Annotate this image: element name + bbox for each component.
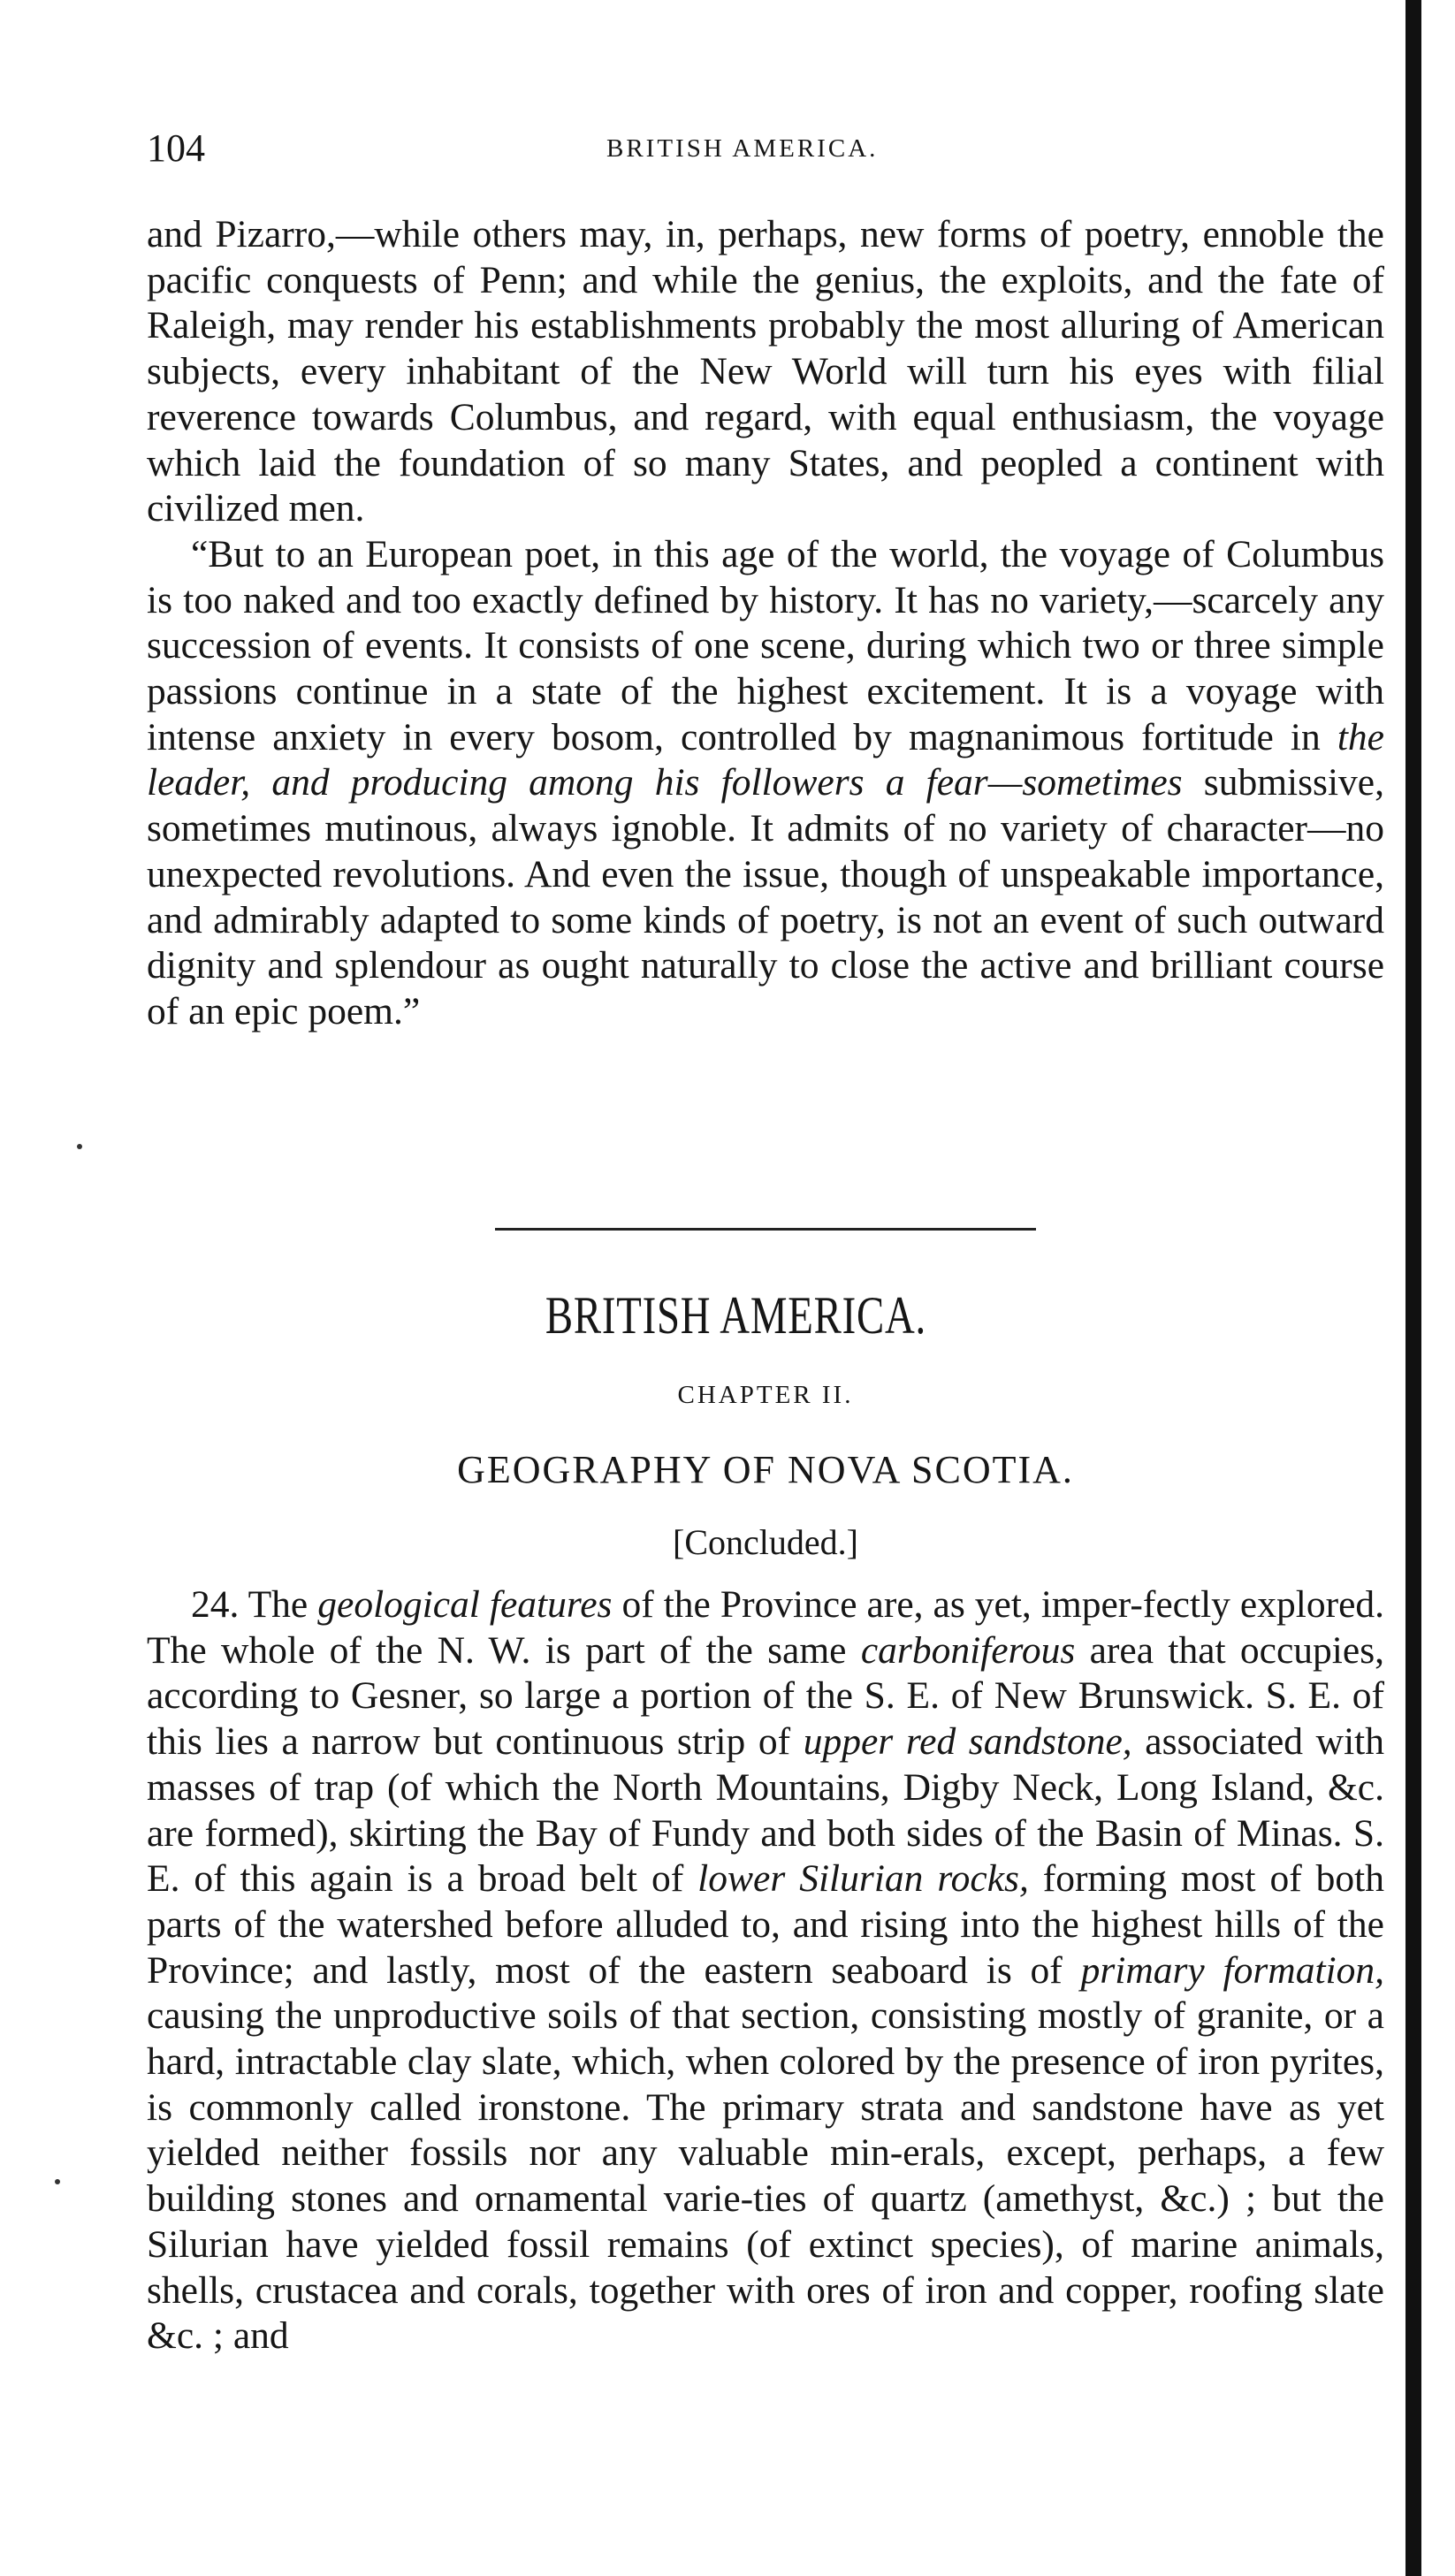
stray-ink-mark — [55, 2179, 60, 2184]
italic-term: primary formation, — [1080, 1948, 1384, 1992]
page-number: 104 — [147, 126, 205, 170]
section-title: BRITISH AMERICA. — [545, 1286, 927, 1345]
paragraph-text: forming most of both parts of the watershed before alluded to, and rising into the highest hills of the Province; and lastly, most of the eastern seaboard is of — [147, 1857, 1384, 1992]
running-head — [147, 122, 1384, 175]
paragraph-text: causing the unproductive soils of that section, consisting mostly of granite, or a hard, intractable clay slate, which, when colored by the presence of iron pyrites, is commonly called ironstone. The primary strata and sandstone have as yet yielded neither fossils nor any valuable min-erals, except, perhaps, a few building stones and ornamental varie-ties of quartz (amethyst, &c.) ; but the Silurian have yielded fossil remains (of extinct species), of marine animals, shells, crustacea and corals, together with ores of iron and copper, roofing slate &c. ; and — [147, 1994, 1384, 2358]
geology-paragraph — [147, 1582, 1384, 2359]
page-edge-rule — [1405, 0, 1421, 2576]
quote-text-end: submissive, sometimes mutinous, always ignoble. It admits of no variety of character—no unexpected revolutions. And even the issue, though of unspeakable importance, and admirably adapted to some kinds of poetry, is not an event of such outward dignity and splendour as ought naturally to close the active and brilliant course of an epic poem.” — [147, 761, 1384, 1033]
paragraph-text: of the Province are, as yet, imper-fectly explored. The whole of the N. W. is part of the same — [147, 1583, 1384, 1672]
geology-section — [147, 1582, 1384, 2359]
quote-paragraph-continued: and Pizarro,—while others may, in, perhaps, new forms of poetry, ennoble the pacific conquests of Penn; and while the genius, the exploits, and the fate of Raleigh, may render his establishments probably the most alluring of American subjects, every inhabitant of the New World will turn his eyes with filial reverence towards Columbus, and regard, with equal enthusiasm, the voyage which laid the foundation of so many States, and peopled a continent with civilized men. — [147, 213, 1384, 530]
concluded-note: [Concluded.] — [673, 1522, 858, 1562]
quote-text: “But to an European poet, in this age of the world, the voyage of Columbus is too naked and too exactly defined by history. It has no variety,—scarcely any succession of events. It consists of one scene, during which two or three simple passions continue in a state of the highest excitement. It is a voyage with intense anxiety in every bosom, controlled by magnanimous fortitude in — [147, 532, 1384, 758]
paragraph-text: 24. The — [191, 1583, 318, 1626]
stray-ink-mark — [77, 1144, 82, 1149]
quote-paragraph — [147, 532, 1384, 1035]
running-title: BRITISH AMERICA. — [606, 134, 879, 163]
section-divider — [495, 1228, 1036, 1231]
italic-term: carboniferous — [860, 1628, 1076, 1672]
italic-term: lower Silurian rocks, — [697, 1857, 1029, 1901]
paragraph-text: associated with masses of trap (of which the North Mountains, Digby Neck, Long Island, &c. are formed), skirting the Bay of Fundy and both sides of the Basin of Minas. S. E. of this again is a broad belt of — [147, 1720, 1385, 1901]
italic-term: upper red sandstone, — [803, 1720, 1132, 1764]
quote-italic-text: the leader, and producing among his followers a fear—sometimes — [147, 715, 1384, 804]
chapter-label: CHAPTER II. — [677, 1381, 854, 1409]
italic-term: geological features — [317, 1583, 613, 1626]
chapter-heading: GEOGRAPHY OF NOVA SCOTIA. — [457, 1448, 1074, 1491]
paragraph-text: area that occupies, according to Gesner, so large a portion of the S. E. of New Brunswick. S. E. of this lies a narrow but continuous strip of — [147, 1628, 1384, 1764]
quotation-block — [147, 212, 1384, 1035]
